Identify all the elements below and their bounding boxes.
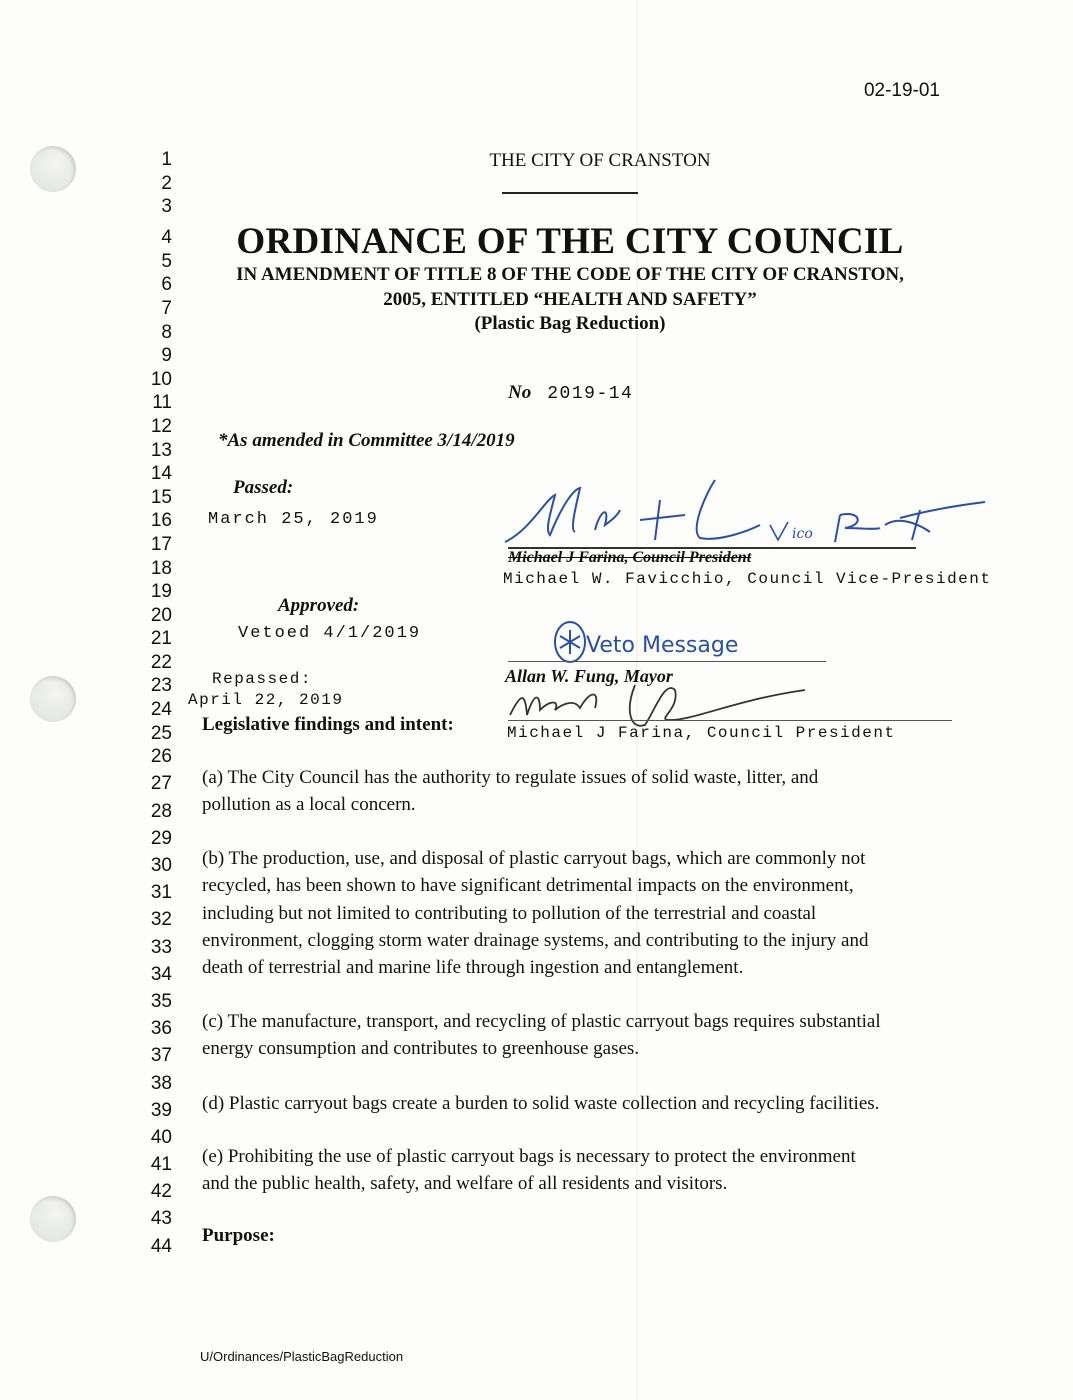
amended-note: *As amended in Committee 3/14/2019 <box>218 430 515 451</box>
subtitle-line-2: 2005, ENTITLED “HEALTH AND SAFETY” <box>383 289 757 310</box>
findings-heading: Legislative findings and intent: <box>202 714 454 735</box>
ordinance-number-label: No <box>508 382 532 403</box>
line-number: 19 <box>150 581 172 603</box>
paragraph-c <box>202 1008 881 1063</box>
struck-president-name: Michael J Farina, Council President <box>508 549 752 566</box>
line-number: 38 <box>150 1072 172 1094</box>
paragraph-e <box>202 1143 856 1198</box>
paragraph-line: (d) Plastic carryout bags create a burden to solid waste collection and recycling facilities. <box>202 1093 880 1114</box>
line-number: 10 <box>150 368 172 390</box>
paragraph-line: death of terrestrial and marine life through ingestion and entanglement. <box>202 957 744 979</box>
line-number: 32 <box>150 909 172 931</box>
line-number: 11 <box>152 392 172 414</box>
paragraph-line: (e) Prohibiting the use of plastic carryout bags is necessary to protect the environment <box>202 1146 856 1167</box>
svg-text:Veto Message: Veto Message <box>586 633 739 658</box>
vice-president-name: Michael W. Favicchio, Council Vice-President <box>503 570 992 588</box>
purpose-heading: Purpose: <box>202 1225 275 1246</box>
line-number: 12 <box>150 415 172 437</box>
line-number: 16 <box>150 510 172 532</box>
line-number: 14 <box>150 463 172 485</box>
line-number: 3 <box>161 196 172 218</box>
ordinance-number <box>508 382 633 404</box>
paragraph-line: pollution as a local concern. <box>202 794 416 816</box>
line-number: 24 <box>150 699 172 721</box>
punch-hole-bottom <box>30 1196 76 1242</box>
line-number: 27 <box>150 773 172 795</box>
line-number: 17 <box>150 533 172 555</box>
line-number: 41 <box>150 1154 172 1176</box>
paragraph-line: (c) The manufacture, transport, and recycling of plastic carryout bags requires substantial <box>202 1011 881 1032</box>
line-number: 29 <box>150 827 172 849</box>
svg-text:ico: ico <box>792 526 813 542</box>
line-number: 40 <box>150 1126 172 1148</box>
paragraph-line: environment, clogging storm water drainage systems, and contributing to the injury and <box>202 929 869 951</box>
ordinance-number-value: 2019-14 <box>547 384 634 404</box>
paragraph-line: and the public health, safety, and welfare of all residents and visitors. <box>202 1173 728 1195</box>
paragraph-line: (a) The City Council has the authority to regulate issues of solid waste, litter, and <box>202 767 819 788</box>
paragraph-line: recycled, has been shown to have significant detrimental impacts on the environment, <box>202 875 854 897</box>
paragraph-line: energy consumption and contributes to greenhouse gases. <box>202 1038 640 1060</box>
document-number: 02-19-01 <box>863 80 940 101</box>
line-number: 30 <box>150 855 172 876</box>
line-number: 2 <box>161 172 172 194</box>
line-number: 4 <box>161 226 172 248</box>
heading-divider <box>502 192 638 194</box>
line-number: 33 <box>150 936 172 958</box>
line-number: 6 <box>161 274 172 296</box>
line-number: 39 <box>150 1099 172 1121</box>
line-number: 18 <box>150 557 172 579</box>
approved-value: Vetoed 4/1/2019 <box>238 624 422 643</box>
line-number: 21 <box>150 628 172 650</box>
paragraph-b <box>202 845 868 981</box>
paragraph-a <box>202 764 818 819</box>
subtitle-line-1: IN AMENDMENT OF TITLE 8 OF THE CODE OF THE CITY OF CRANSTON, <box>236 264 904 285</box>
line-number: 26 <box>150 746 172 768</box>
passed-label: Passed: <box>233 477 294 498</box>
line-number: 28 <box>150 800 172 822</box>
president-name: Michael J Farina, Council President <box>507 724 896 742</box>
line-number: 15 <box>150 486 172 508</box>
line-number: 34 <box>150 963 172 985</box>
punch-hole-top <box>30 146 76 192</box>
paragraph-line: (b) The production, use, and disposal of plastic carryout bags, which are commonly not <box>202 848 866 869</box>
line-number: 43 <box>150 1208 172 1230</box>
line-number: 36 <box>150 1018 172 1040</box>
line-number: 25 <box>150 722 172 744</box>
signature-line-mayor <box>508 661 826 662</box>
line-number: 1 <box>161 149 172 170</box>
line-number: 31 <box>150 882 172 904</box>
line-number: 5 <box>161 250 172 272</box>
paragraph-line: including but not limited to contributing to pollution of the terrestrial and coastal <box>202 902 817 924</box>
line-number: 8 <box>161 321 172 343</box>
paragraph-d <box>202 1090 879 1117</box>
approved-label: Approved: <box>278 595 360 616</box>
passed-date: March 25, 2019 <box>208 510 379 529</box>
ordinance-title: ORDINANCE OF THE CITY COUNCIL <box>236 221 904 262</box>
subtitle-line-3: (Plastic Bag Reduction) <box>474 313 666 334</box>
footer-path: U/Ordinances/PlasticBagReduction <box>200 1349 404 1364</box>
line-numbers <box>148 148 172 1262</box>
line-number: 20 <box>150 604 172 626</box>
line-number: 7 <box>161 297 172 319</box>
line-number: 37 <box>150 1045 172 1067</box>
repassed-date: April 22, 2019 <box>188 691 344 709</box>
line-number: 42 <box>150 1181 172 1203</box>
line-number: 23 <box>150 675 172 697</box>
mayor-name: Allan W. Fung, Mayor <box>505 666 673 686</box>
line-number: 22 <box>150 651 172 673</box>
punch-hole-middle <box>30 676 76 722</box>
line-number: 35 <box>150 990 172 1012</box>
repassed-label: Repassed: <box>212 670 312 688</box>
line-number: 13 <box>150 439 172 461</box>
signature-line-president <box>508 720 952 721</box>
city-heading: THE CITY OF CRANSTON <box>489 150 711 171</box>
vice-president-signature <box>500 470 990 550</box>
line-number: 44 <box>150 1235 172 1257</box>
line-number: 9 <box>161 345 172 367</box>
